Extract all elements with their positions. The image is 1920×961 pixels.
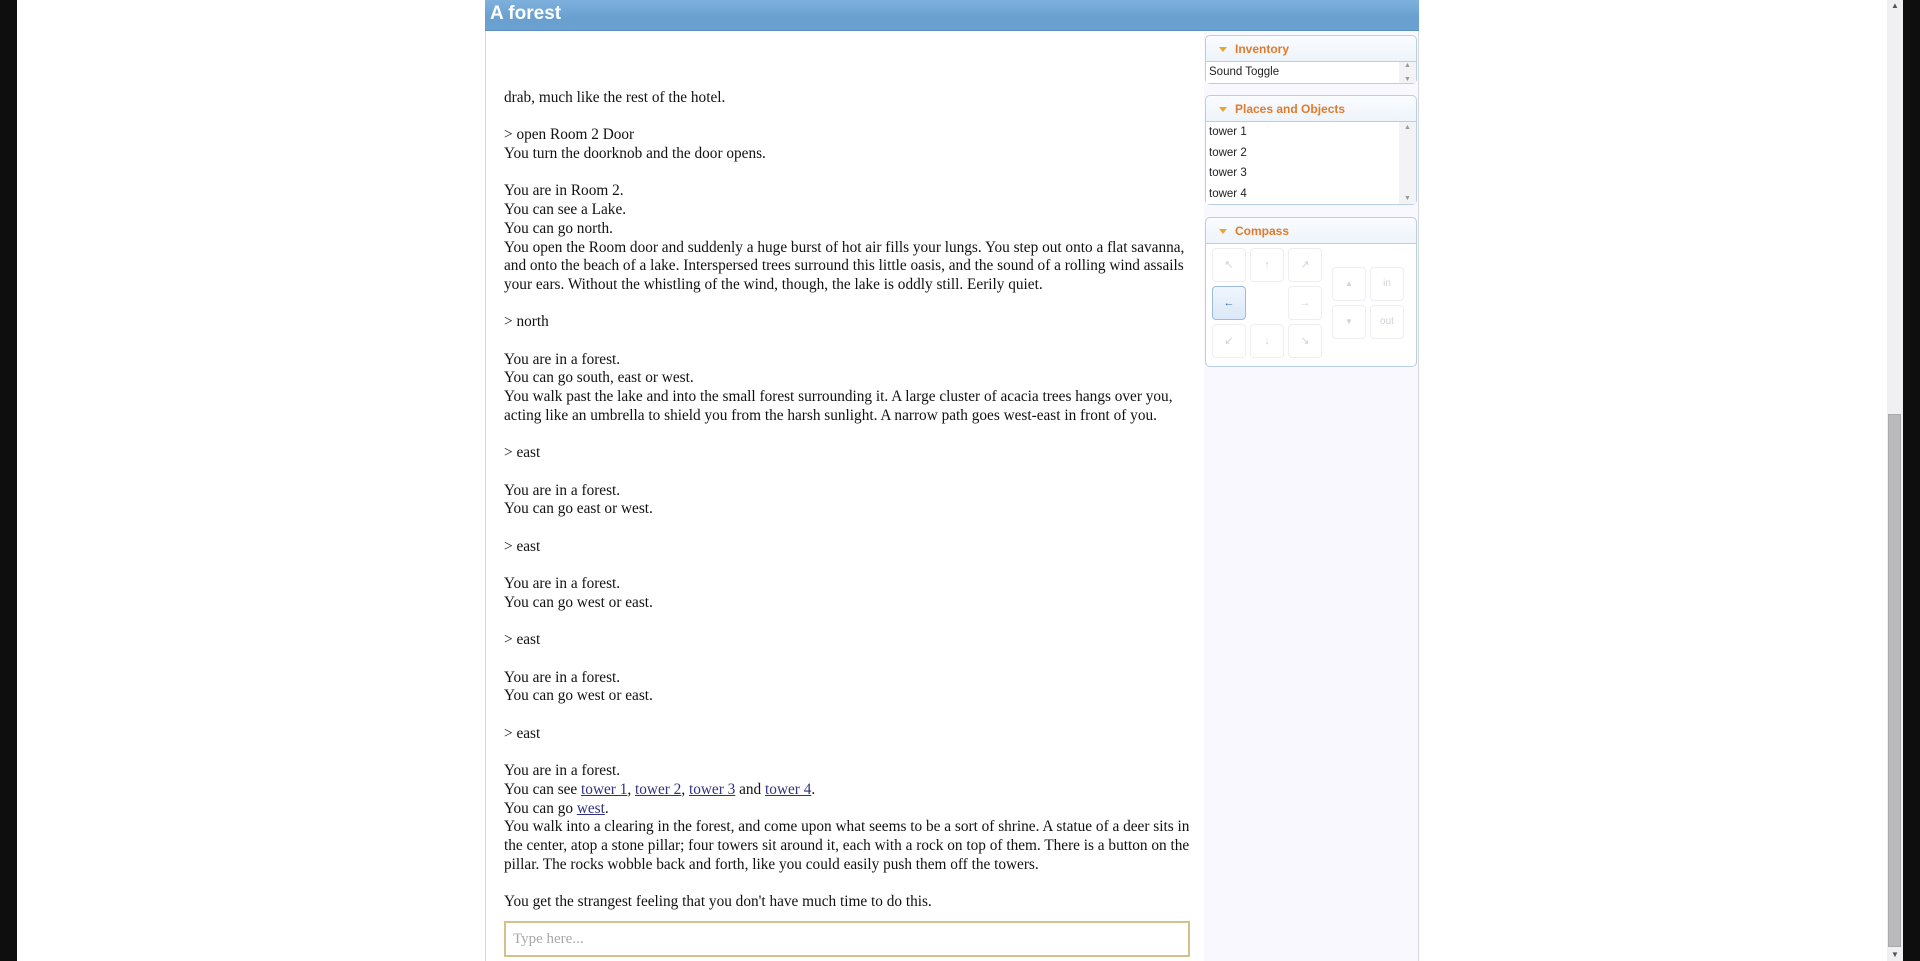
scroll-down-arrow-icon[interactable]: ▼ [1891, 950, 1899, 959]
transcript-line: You can see a Lake. [504, 201, 627, 219]
transcript-line: You can go east or west. [504, 500, 653, 518]
player-command: > east [504, 444, 541, 462]
compass-body [1206, 244, 1416, 366]
compass-pane [1205, 217, 1417, 367]
compass-southeast-button[interactable]: ↘ [1288, 324, 1322, 358]
exit-link-west[interactable]: west [576, 799, 605, 817]
compass-up-button[interactable]: ▲ [1332, 267, 1366, 301]
compass-northeast-button[interactable]: ↗ [1288, 248, 1322, 282]
blank-line [504, 332, 1194, 351]
inventory-list[interactable] [1206, 62, 1416, 83]
sidebar [1204, 31, 1418, 961]
game-transcript [504, 89, 1194, 912]
compass-in-button[interactable]: in [1370, 267, 1404, 301]
compass-south-button[interactable]: ↓ [1250, 324, 1284, 358]
transcript-line: You can go north. [504, 219, 613, 237]
collapse-triangle-icon[interactable] [1219, 229, 1227, 234]
scroll-down-icon[interactable]: ▼ [1404, 195, 1411, 202]
places-objects-pane [1205, 95, 1417, 205]
transcript-line: You turn the doorknob and the door opens. [504, 145, 766, 163]
blank-line [504, 613, 1194, 632]
blank-line [504, 463, 1194, 482]
blank-line [504, 519, 1194, 538]
object-link-tower-1[interactable]: tower 1 [581, 780, 628, 798]
blank-line [504, 556, 1194, 575]
collapse-triangle-icon[interactable] [1219, 47, 1227, 52]
player-command: > east [504, 537, 541, 555]
transcript-line: You can go west or east. [504, 593, 653, 611]
compass-out-button[interactable]: out [1370, 305, 1404, 339]
scroll-up-arrow-icon[interactable]: ▲ [1891, 1, 1899, 10]
room-description: You walk into a clearing in the forest, and come upon what seems to be a sort of shrine. A statue of a deer sits in the center, atop a stone pillar; four towers sit around it, each with a rock on top of them. There is a button on the pillar. The rocks wobble back and forth, like you could easily push them off the towers. [504, 818, 1190, 873]
transcript-line: You walk past the lake and into the small forest surrounding it. A large cluster of acacia trees hangs over you, acting like an umbrella to shield you from the harsh sunlight. A narrow path goes west-east in front of you. [504, 388, 1173, 424]
blank-line [504, 706, 1194, 725]
places-scrollbar[interactable] [1399, 122, 1416, 204]
blank-line [504, 108, 1194, 127]
scrollbar-thumb[interactable] [1888, 414, 1901, 947]
visible-objects-line: You can see tower 1, tower 2, tower 3 and tower 4. [504, 780, 816, 798]
compass-header[interactable]: Compass [1206, 218, 1416, 244]
places-item-tower-3[interactable]: tower 3 [1209, 167, 1247, 179]
blank-line [504, 874, 1194, 893]
scroll-down-icon[interactable]: ▼ [1404, 76, 1411, 83]
player-command: > open Room 2 Door [504, 126, 635, 144]
transcript-line: You are in a forest. [504, 481, 621, 499]
location-header [485, 0, 1419, 31]
places-item-tower-4[interactable]: tower 4 [1209, 187, 1247, 200]
places-item-tower-2[interactable]: tower 2 [1209, 146, 1247, 159]
exits-line: You can go west. [504, 799, 609, 817]
transcript-line: You can go south, east or west. [504, 369, 694, 387]
object-link-tower-2[interactable]: tower 2 [635, 780, 682, 798]
places-objects-list[interactable] [1206, 122, 1416, 204]
transcript-line: You are in a forest. [504, 762, 621, 780]
compass-north-button[interactable]: ↑ [1250, 248, 1284, 282]
compass-down-button[interactable]: ▼ [1332, 305, 1366, 339]
object-link-tower-3[interactable]: tower 3 [688, 780, 736, 798]
command-input[interactable] [504, 921, 1190, 957]
places-objects-header[interactable]: Places and Objects [1206, 96, 1416, 122]
blank-line [504, 743, 1194, 762]
transcript-line: You are in a forest. [504, 350, 621, 368]
player-command: > north [504, 313, 549, 331]
blank-line [504, 295, 1194, 314]
inventory-header[interactable]: Inventory [1206, 36, 1416, 62]
scroll-up-icon[interactable]: ▲ [1404, 62, 1411, 69]
inventory-pane [1205, 35, 1417, 84]
scroll-up-icon[interactable]: ▲ [1404, 124, 1411, 131]
collapse-triangle-icon[interactable] [1219, 107, 1227, 112]
blank-line [504, 426, 1194, 445]
blank-line [504, 164, 1194, 183]
transcript-line: You open the Room door and suddenly a huge burst of hot air fills your lungs. You step out onto a flat savanna, and onto the beach of a lake. Interspersed trees surround this little oasis, and the sound of a rolling wind assails your ears. Without the whistling of the wind, though, the lake is oddly still. Eerily quiet. [504, 238, 1185, 293]
inventory-scrollbar[interactable] [1399, 62, 1416, 83]
transcript-line: drab, much like the rest of the hotel. [504, 89, 726, 106]
transcript-line: You are in a forest. [504, 668, 621, 686]
page-scrollbar[interactable] [1887, 0, 1903, 961]
player-command: > east [504, 724, 541, 742]
player-command: > east [504, 631, 541, 649]
transcript-line: You are in a forest. [504, 575, 621, 593]
location-title: A forest [490, 3, 562, 24]
transcript-line: You can go west or east. [504, 687, 653, 705]
compass-southwest-button[interactable]: ↙ [1212, 324, 1246, 358]
compass-west-button[interactable]: ← [1212, 286, 1246, 320]
blank-line [504, 650, 1194, 669]
object-link-tower-4[interactable]: tower 4 [765, 780, 812, 798]
inventory-item-sound-toggle[interactable]: Sound Toggle [1209, 66, 1280, 78]
timer-hint-text: You get the strangest feeling that you don't have much time to do this. [504, 893, 932, 911]
places-item-tower-1[interactable]: tower 1 [1209, 126, 1247, 138]
transcript-line: You are in Room 2. [504, 182, 624, 200]
compass-northwest-button[interactable]: ↖ [1212, 248, 1246, 282]
compass-east-button[interactable]: → [1288, 286, 1322, 320]
